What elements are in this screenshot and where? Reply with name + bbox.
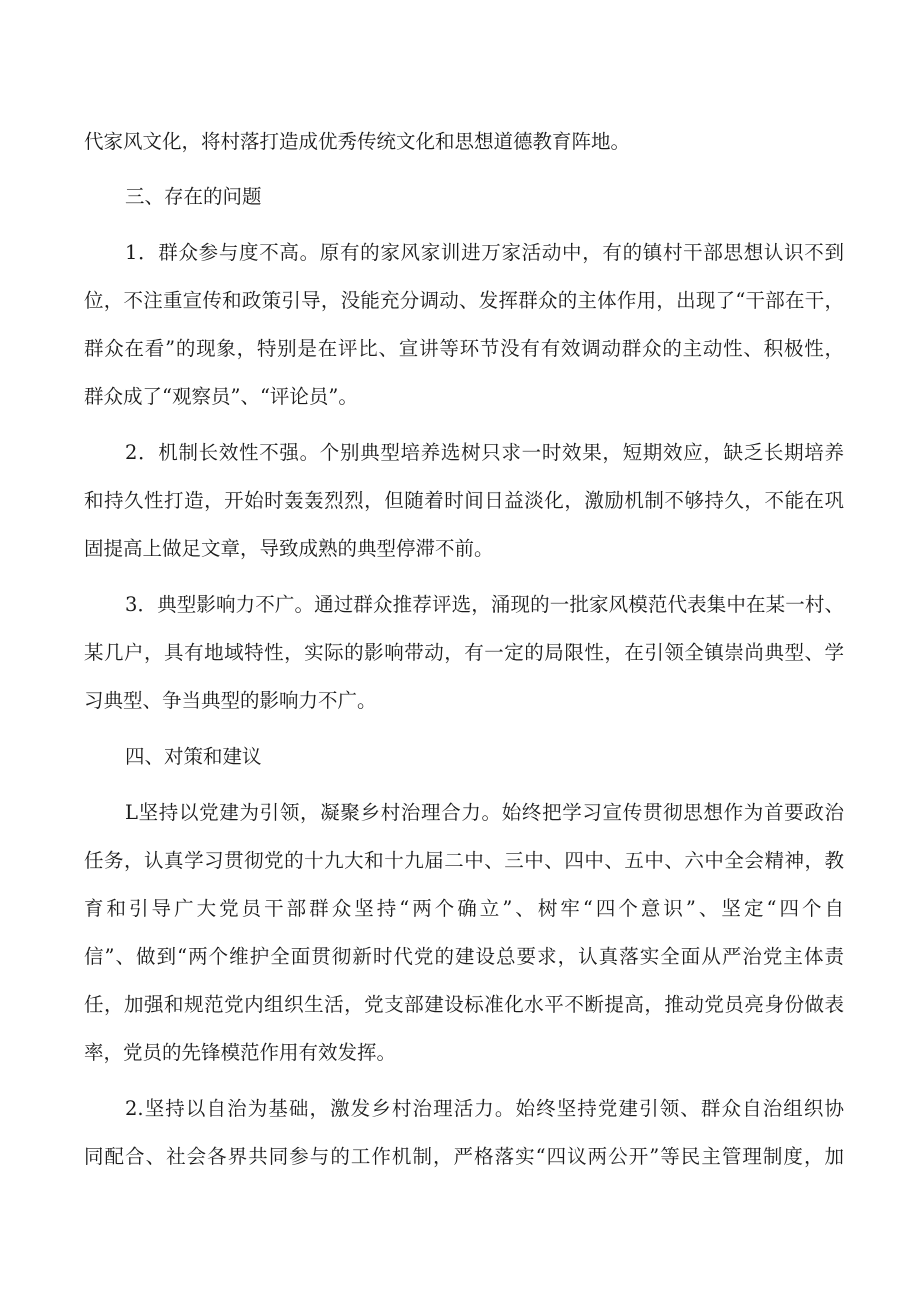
section-heading-problems: 三、存在的问题 — [125, 185, 262, 208]
paragraph-line: 任务，认真学习贯彻党的十九大和十九届二中、三中、四中、五中、六中全会精神，教 — [84, 849, 844, 872]
paragraph-line: 群众成了“观察员”、“评论员”。 — [84, 385, 358, 408]
paragraph-line: 固提高上做足文章，导致成熟的典型停滞不前。 — [84, 537, 494, 560]
paragraph-line: 习典型、争当典型的影响力不广。 — [84, 689, 377, 712]
paragraph-line: 某几户，具有地域特性，实际的影响带动，有一定的局限性，在引领全镇崇尚典型、学 — [84, 641, 844, 664]
paragraph-line: 3．典型影响力不广。通过群众推荐评选，涌现的一批家风模范代表集中在某一村、 — [125, 593, 844, 616]
paragraph-line: L坚持以党建为引领，凝聚乡村治理合力。始终把学习宣传贯彻思想作为首要政治 — [125, 801, 844, 824]
section-heading-suggestions: 四、对策和建议 — [125, 745, 262, 768]
paragraph-line: 信”、做到“两个维护全面贯彻新时代党的建设总要求，认真落实全面从严治党主体责 — [84, 945, 844, 968]
paragraph-line: 育和引导广大党员干部群众坚持“两个确立”、树牢“四个意识”、坚定“四个自 — [84, 897, 844, 920]
paragraph-line: 2．机制长效性不强。个别典型培养选树只求一时效果，短期效应，缺乏长期培养 — [125, 441, 844, 464]
paragraph-line: 2.坚持以自治为基础，激发乡村治理活力。始终坚持党建引领、群众自治组织协 — [125, 1097, 844, 1120]
paragraph-line: 任，加强和规范党内组织生活，党支部建设标准化水平不断提高，推动党员亮身份做表 — [84, 993, 844, 1016]
paragraph-line: 率，党员的先锋模范作用有效发挥。 — [84, 1041, 397, 1064]
text-line: 代家风文化，将村落打造成优秀传统文化和思想道德教育阵地。 — [84, 130, 631, 153]
paragraph-line: 群众在看”的现象，特别是在评比、宣讲等环节没有有效调动群众的主动性、积极性， — [84, 337, 844, 360]
paragraph-line: 同配合、社会各界共同参与的工作机制，严格落实“四议两公开”等民主管理制度，加 — [84, 1145, 844, 1168]
paragraph-line: 1．群众参与度不高。原有的家风家训进万家活动中，有的镇村干部思想认识不到 — [125, 241, 844, 264]
paragraph-line: 位，不注重宣传和政策引导，没能充分调动、发挥群众的主体作用，出现了“干部在干， — [84, 289, 844, 312]
paragraph-line: 和持久性打造，开始时轰轰烈烈，但随着时间日益淡化，激励机制不够持久，不能在巩 — [84, 489, 844, 512]
